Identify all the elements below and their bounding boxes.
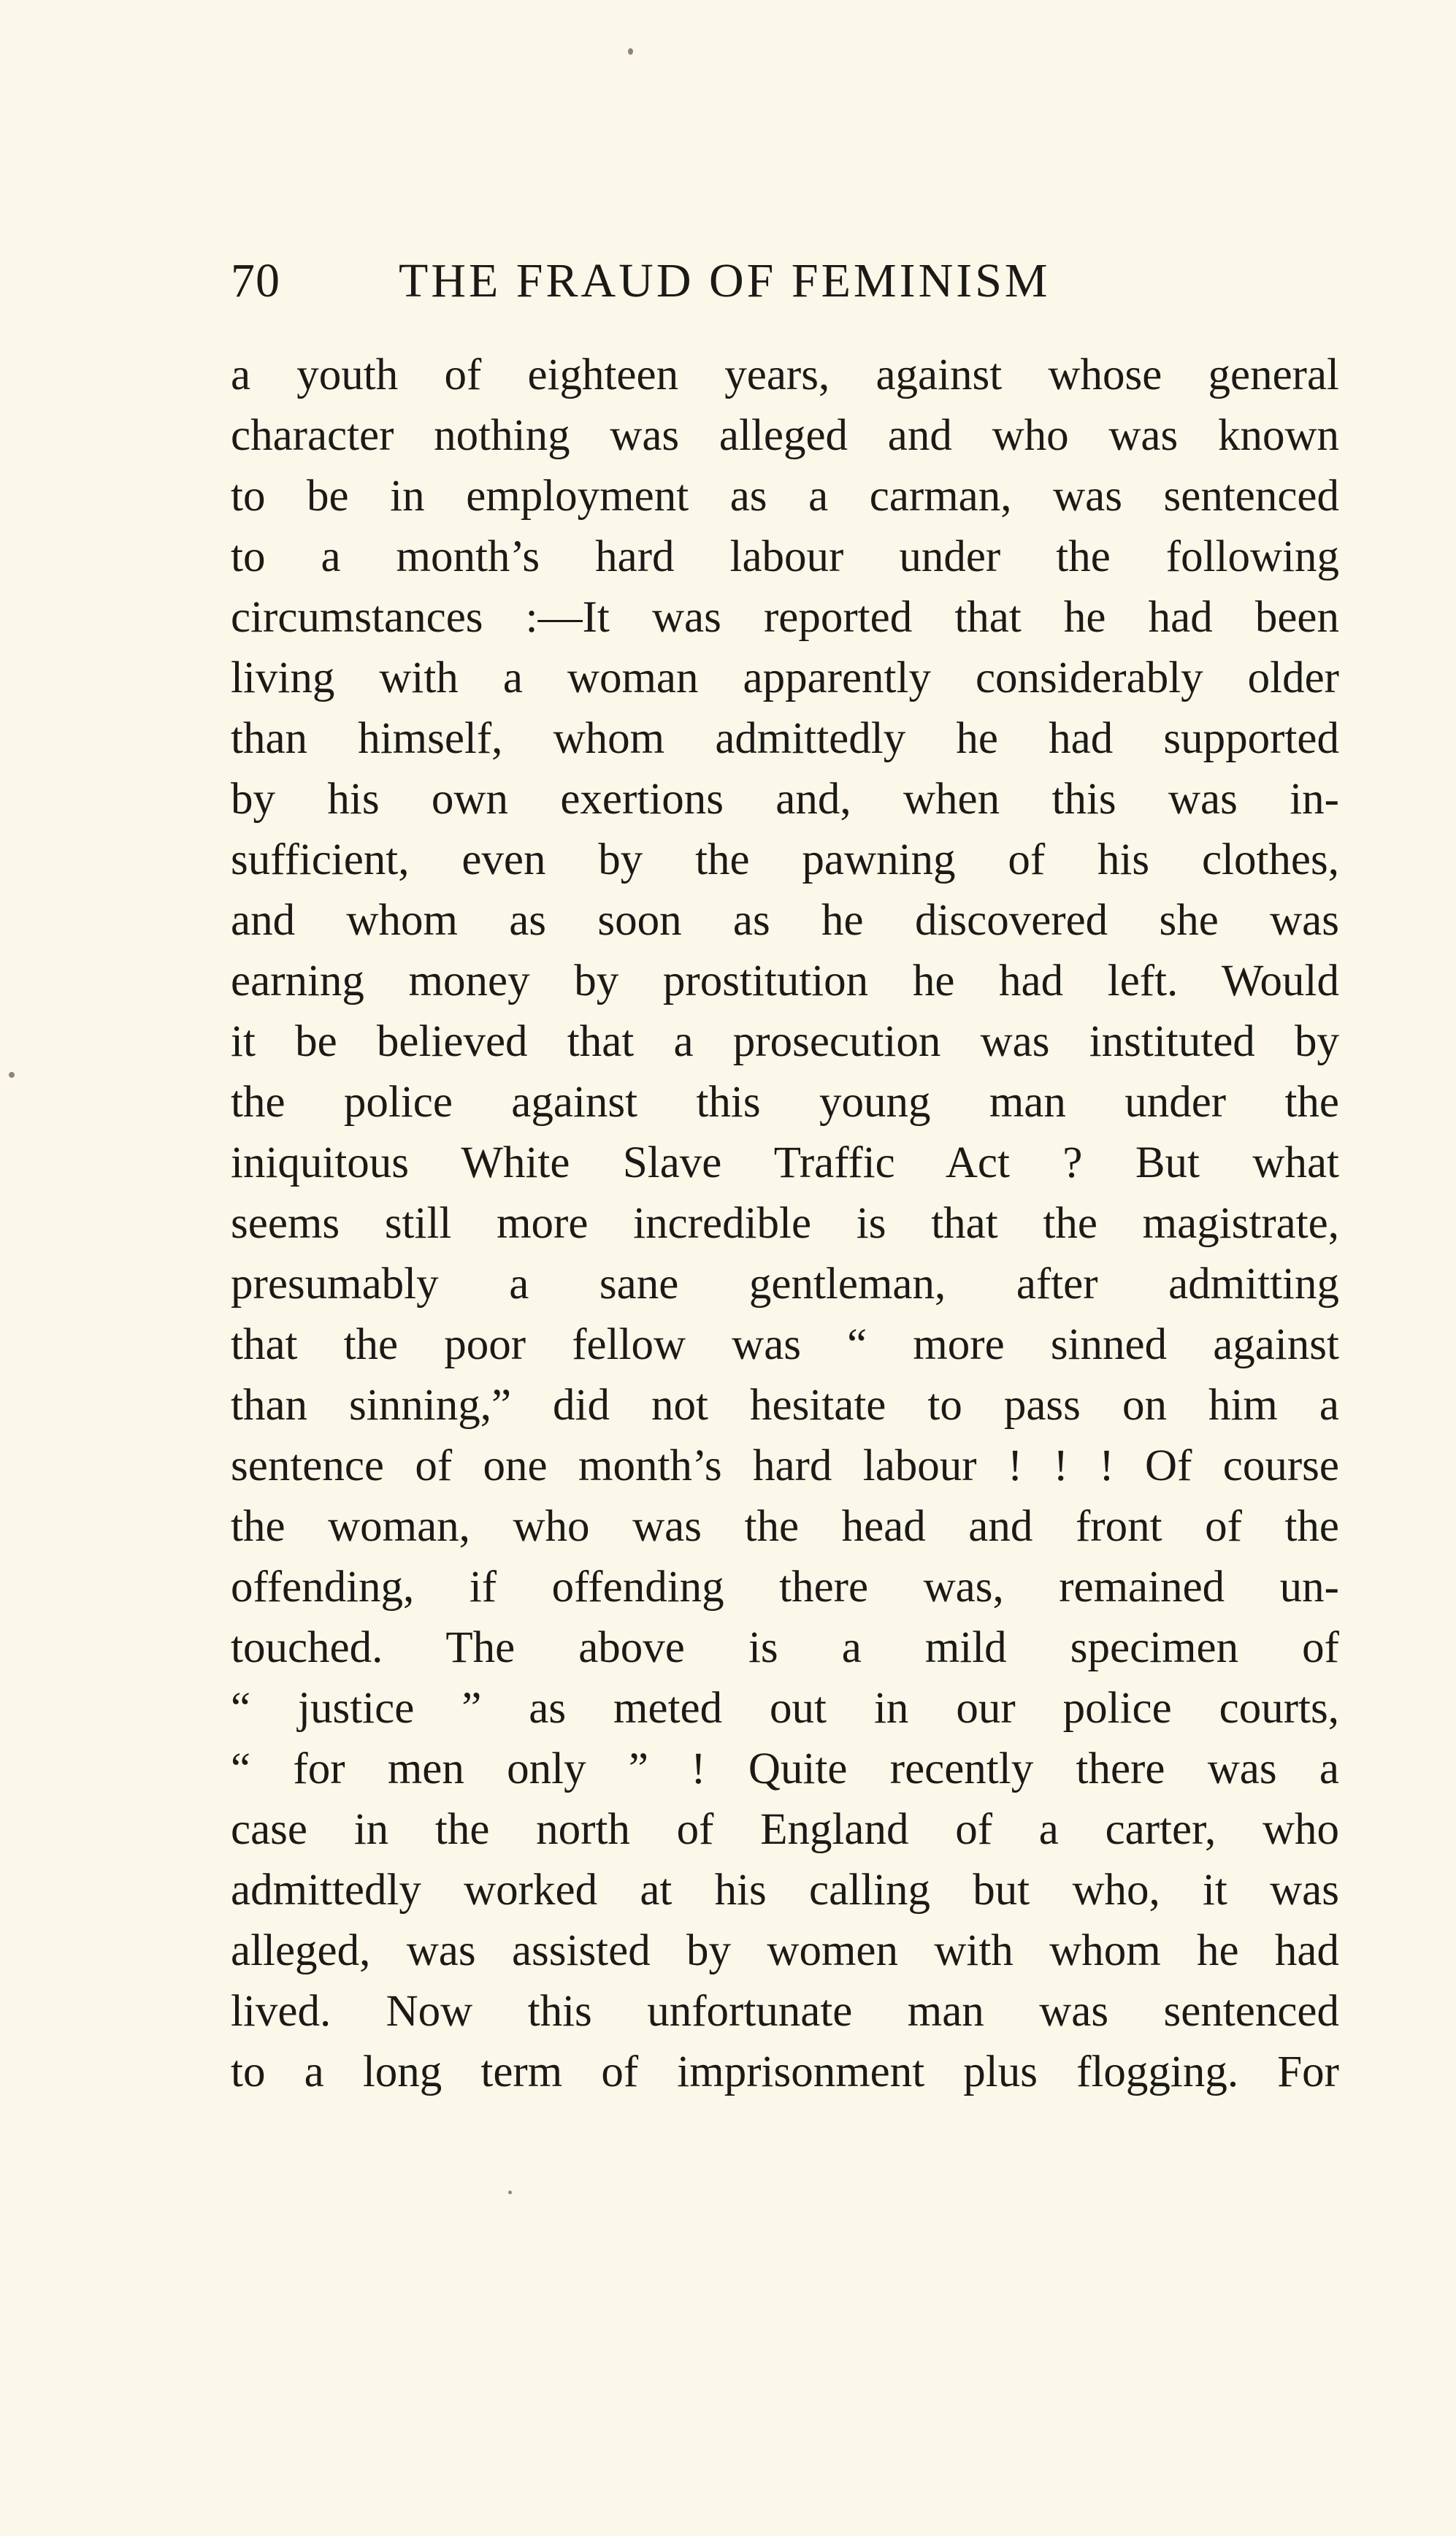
text-line: sentence of one month’s hard labour ! ! ! Of course — [231, 1441, 1339, 1490]
text-line: admittedly worked at his calling but who, it was — [231, 1866, 1339, 1915]
text-line: “ for men only ” ! Quite recently there was a — [231, 1744, 1339, 1793]
text-line: the police against this young man under the — [231, 1078, 1339, 1127]
text-line: than sinning,” did not hesitate to pass on him a — [231, 1381, 1339, 1430]
text-line: that the poor fellow was “ more sinned against — [231, 1320, 1339, 1369]
text-line: to a long term of imprisonment plus flogging. For — [231, 2047, 1339, 2096]
text-line: presumably a sane gentleman, after admitting — [231, 1260, 1339, 1309]
text-line: “ justice ” as meted out in our police courts, — [231, 1684, 1339, 1733]
text-line: a youth of eighteen years, against whose general — [231, 350, 1339, 399]
text-line: alleged, was assisted by women with whom he had — [231, 1926, 1339, 1975]
body-text — [231, 345, 1339, 2102]
text-line: the woman, who was the head and front of the — [231, 1502, 1339, 1551]
page-header — [231, 248, 1339, 314]
paper-speck — [628, 48, 633, 55]
text-line: earning money by prostitution he had left. Would — [231, 957, 1339, 1005]
text-line: to a month’s hard labour under the following — [231, 532, 1339, 581]
text-line: lived. Now this unfortunate man was sentenced — [231, 1987, 1339, 2036]
text-line: offending, if offending there was, remained un- — [231, 1563, 1339, 1612]
text-line: character nothing was alleged and who was known — [231, 411, 1339, 460]
text-line: and whom as soon as he discovered she was — [231, 896, 1339, 945]
text-line: circumstances :—It was reported that he had been — [231, 593, 1339, 642]
text-line: by his own exertions and, when this was in- — [231, 775, 1339, 824]
text-line: case in the north of England of a carter, who — [231, 1805, 1339, 1854]
text-line: seems still more incredible is that the magistrate, — [231, 1199, 1339, 1248]
text-line: it be believed that a prosecution was instituted by — [231, 1017, 1339, 1066]
text-line: sufficient, even by the pawning of his clothes, — [231, 835, 1339, 884]
text-line: touched. The above is a mild specimen of — [231, 1623, 1339, 1672]
paper-speck — [9, 1072, 15, 1078]
page-number: 70 — [231, 254, 280, 307]
text-line: than himself, whom admittedly he had supported — [231, 714, 1339, 763]
text-line: to be in employment as a carman, was sentenced — [231, 472, 1339, 521]
running-title: THE FRAUD OF FEMINISM — [399, 254, 1051, 307]
text-line: living with a woman apparently considerably older — [231, 654, 1339, 702]
text-line: iniquitous White Slave Traffic Act ? But what — [231, 1138, 1339, 1187]
paper-speck — [508, 2191, 512, 2194]
